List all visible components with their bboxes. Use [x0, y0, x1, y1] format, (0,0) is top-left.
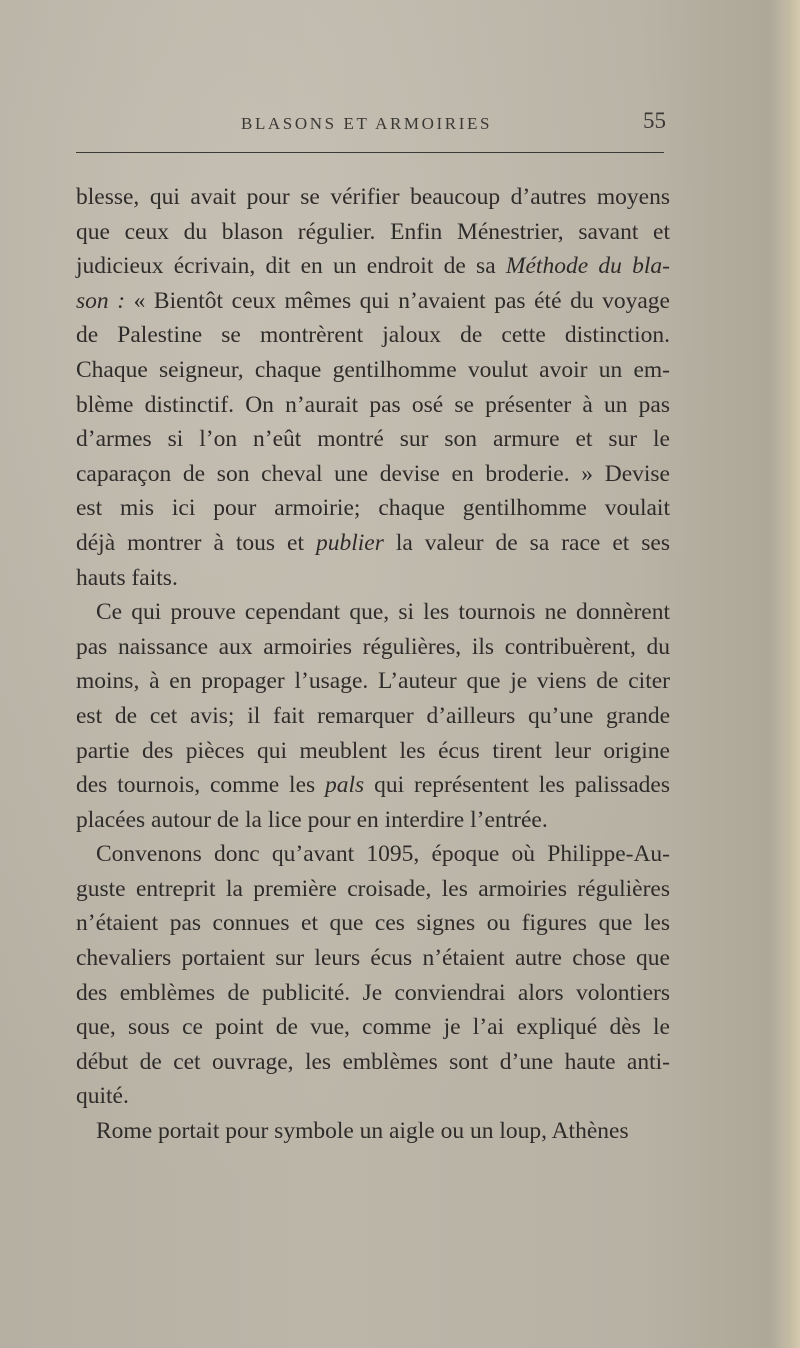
text-line: début de cet ouvrage, les emblèmes sont d’une haute anti-	[76, 1048, 670, 1075]
text-line	[76, 284, 670, 319]
italic-word: pals	[325, 772, 365, 799]
text-line: que ceux du blason régulier. Enfin Ménestrier, savant et	[76, 218, 670, 245]
text-line: pas naissance aux armoiries régulières, ils contribuèrent, du	[76, 633, 670, 660]
text-segment: des tournois, comme les	[76, 772, 326, 799]
text-line: blème distinctif. On n’aurait pas osé se présenter à un pas	[76, 391, 670, 418]
text-line: quité.	[76, 1083, 129, 1110]
text-segment: qui représentent les palissades	[364, 772, 670, 799]
header-rule	[76, 152, 664, 153]
italic-title: Méthode du bla-	[505, 253, 670, 280]
text-line: placées autour de la lice pour en interdire l’entrée.	[76, 806, 548, 833]
page-number: 55	[643, 108, 666, 133]
text-line: que, sous ce point de vue, comme je l’ai expliqué dès le	[76, 1014, 670, 1041]
text-line: d’armes si l’on n’eût montré sur son armure et sur le	[76, 426, 670, 453]
text-line	[76, 249, 670, 284]
body-text	[76, 180, 670, 1149]
text-segment: « Bientôt ceux mêmes qui n’avaient pas été du voyage	[125, 287, 670, 314]
text-line	[76, 526, 670, 561]
text-line: chevaliers portaient sur leurs écus n’étaient autre chose que	[76, 945, 670, 972]
text-line: moins, à en propager l’usage. L’auteur que je viens de citer	[76, 668, 670, 695]
text-line: hauts faits.	[76, 564, 178, 591]
text-line: Rome portait pour symbole un aigle ou un loup, Athènes	[96, 1118, 629, 1145]
text-line	[76, 768, 670, 803]
text-line: partie des pièces qui meublent les écus tirent leur origine	[76, 737, 670, 764]
page-header	[76, 108, 666, 144]
text-line: Ce qui prouve cependant que, si les tournois ne donnèrent	[96, 599, 670, 626]
text-line: de Palestine se montrèrent jaloux de cette distinction.	[76, 322, 670, 349]
text-line: guste entreprit la première croisade, les armoiries régulières	[76, 875, 670, 902]
text-segment: la valeur de sa race et ses	[383, 529, 670, 556]
italic-title: son :	[76, 287, 126, 314]
text-line: des emblèmes de publicité. Je conviendrai alors volontiers	[76, 979, 670, 1006]
text-line: caparaçon de son cheval une devise en broderie. » Devise	[76, 460, 670, 487]
text-segment: déjà montrer à tous et	[76, 529, 316, 556]
text-line: est de cet avis; il fait remarquer d’ailleurs qu’une grande	[76, 702, 670, 729]
running-title: BLASONS ET ARMOIRIES	[241, 114, 492, 133]
text-line: n’étaient pas connues et que ces signes ou figures que les	[76, 910, 670, 937]
text-line: Chaque seigneur, chaque gentilhomme voulut avoir un em-	[76, 356, 670, 383]
text-line: est mis ici pour armoirie; chaque gentilhomme voulait	[76, 495, 670, 522]
text-line: Convenons donc qu’avant 1095, époque où Philippe-Au-	[96, 841, 670, 868]
text-line: blesse, qui avait pour se vérifier beaucoup d’autres moyens	[76, 184, 670, 210]
page-edge	[774, 0, 800, 1348]
italic-word: publier	[316, 529, 384, 556]
text-segment: judicieux écrivain, dit en un endroit de sa	[76, 253, 506, 280]
